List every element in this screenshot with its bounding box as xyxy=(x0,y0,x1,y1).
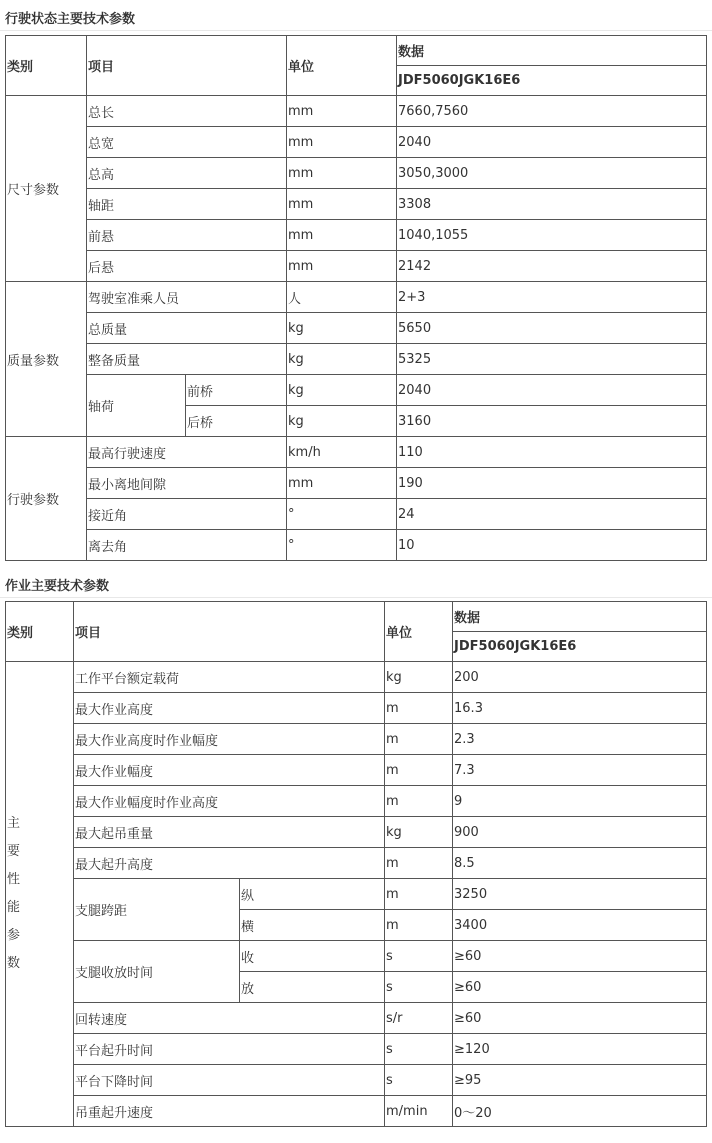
row-unit: kg xyxy=(385,817,453,848)
table-row xyxy=(6,755,707,786)
row-value: 900 xyxy=(453,817,707,848)
row-unit: m xyxy=(385,910,453,941)
row-unit: kg xyxy=(287,313,397,344)
category-char: 数 xyxy=(7,956,21,971)
row-value: 3160 xyxy=(397,406,707,437)
table-header-row xyxy=(6,36,707,66)
category-char: 性 xyxy=(7,872,21,887)
table-row xyxy=(6,1065,707,1096)
table-row xyxy=(6,282,707,313)
row-item: 回转速度 xyxy=(74,1003,385,1034)
row-value: 9 xyxy=(453,786,707,817)
row-unit: kg xyxy=(385,662,453,693)
row-item: 最大作业高度时作业幅度 xyxy=(74,724,385,755)
table-row xyxy=(6,468,707,499)
row-value: 10 xyxy=(397,530,707,561)
row-unit: kg xyxy=(287,344,397,375)
row-subitem: 后桥 xyxy=(186,406,287,437)
row-item: 最高行驶速度 xyxy=(87,437,287,468)
table-row xyxy=(6,1003,707,1034)
row-item: 接近角 xyxy=(87,499,287,530)
row-value: ≥120 xyxy=(453,1034,707,1065)
row-item: 吊重起升速度 xyxy=(74,1096,385,1127)
row-item: 支腿收放时间 xyxy=(74,941,240,1003)
row-value: 3050,3000 xyxy=(397,158,707,189)
table-row xyxy=(6,127,707,158)
header-data: 数据 xyxy=(397,36,707,66)
table-row xyxy=(6,499,707,530)
table-row xyxy=(6,1096,707,1127)
row-item: 驾驶室准乘人员 xyxy=(87,282,287,313)
category-char: 能 xyxy=(7,900,21,915)
row-item: 平台起升时间 xyxy=(74,1034,385,1065)
row-unit: s xyxy=(385,941,453,972)
row-unit: mm xyxy=(287,220,397,251)
row-item: 最大起吊重量 xyxy=(74,817,385,848)
table-row xyxy=(6,96,707,127)
category-char: 要 xyxy=(7,844,21,859)
row-value: 2040 xyxy=(397,375,707,406)
row-unit: m xyxy=(385,755,453,786)
header-unit: 单位 xyxy=(287,36,397,96)
row-value: ≥60 xyxy=(453,972,707,1003)
row-value: 0～20 xyxy=(453,1096,707,1127)
row-unit: s xyxy=(385,972,453,1003)
row-item: 总质量 xyxy=(87,313,287,344)
row-value: 2142 xyxy=(397,251,707,282)
group-drive: 行驶参数 xyxy=(6,437,87,561)
row-value: 5325 xyxy=(397,344,707,375)
row-item: 平台下降时间 xyxy=(74,1065,385,1096)
row-value: 7.3 xyxy=(453,755,707,786)
row-subitem: 前桥 xyxy=(186,375,287,406)
table-row xyxy=(6,879,707,910)
category-char: 主 xyxy=(7,816,21,831)
driving-params-table xyxy=(5,35,707,561)
row-value: 7660,7560 xyxy=(397,96,707,127)
row-unit: m/min xyxy=(385,1096,453,1127)
table-row xyxy=(6,220,707,251)
row-item: 离去角 xyxy=(87,530,287,561)
row-item: 后悬 xyxy=(87,251,287,282)
operation-params-table xyxy=(5,601,707,1127)
table-row xyxy=(6,158,707,189)
row-unit: m xyxy=(385,724,453,755)
row-unit: mm xyxy=(287,251,397,282)
row-item: 前悬 xyxy=(87,220,287,251)
table-row xyxy=(6,437,707,468)
row-unit: m xyxy=(385,786,453,817)
row-value: 8.5 xyxy=(453,848,707,879)
table-row xyxy=(6,941,707,972)
header-data: 数据 xyxy=(453,602,707,632)
row-value: 2040 xyxy=(397,127,707,158)
row-unit: mm xyxy=(287,189,397,220)
table-row xyxy=(6,375,707,406)
row-value: 3400 xyxy=(453,910,707,941)
table-row xyxy=(6,662,707,693)
row-item: 总宽 xyxy=(87,127,287,158)
row-unit: km/h xyxy=(287,437,397,468)
table-row xyxy=(6,189,707,220)
group-main-performance xyxy=(6,662,74,1127)
row-value: ≥95 xyxy=(453,1065,707,1096)
row-value: 1040,1055 xyxy=(397,220,707,251)
row-item: 支腿跨距 xyxy=(74,879,240,941)
row-item: 最大作业幅度 xyxy=(74,755,385,786)
row-item: 最小离地间隙 xyxy=(87,468,287,499)
header-item: 项目 xyxy=(87,36,287,96)
row-unit: m xyxy=(385,879,453,910)
table-row xyxy=(6,693,707,724)
row-unit: s xyxy=(385,1065,453,1096)
header-model: JDF5060JGK16E6 xyxy=(453,632,707,662)
row-value: ≥60 xyxy=(453,941,707,972)
row-item: 最大作业幅度时作业高度 xyxy=(74,786,385,817)
group-mass: 质量参数 xyxy=(6,282,87,437)
row-unit: ° xyxy=(287,499,397,530)
row-unit: kg xyxy=(287,406,397,437)
header-item: 项目 xyxy=(74,602,385,662)
row-unit: mm xyxy=(287,127,397,158)
row-unit: s xyxy=(385,1034,453,1065)
row-value: 190 xyxy=(397,468,707,499)
row-item: 轴距 xyxy=(87,189,287,220)
row-unit: s/r xyxy=(385,1003,453,1034)
row-unit: mm xyxy=(287,158,397,189)
table-header-row xyxy=(6,602,707,632)
table-row xyxy=(6,313,707,344)
row-item: 整备质量 xyxy=(87,344,287,375)
row-unit: 人 xyxy=(287,282,397,313)
row-item: 最大作业高度 xyxy=(74,693,385,724)
row-item: 总高 xyxy=(87,158,287,189)
table-row xyxy=(6,530,707,561)
section-divider xyxy=(0,597,712,598)
row-unit: m xyxy=(385,693,453,724)
row-item: 工作平台额定载荷 xyxy=(74,662,385,693)
row-unit: m xyxy=(385,848,453,879)
row-unit: mm xyxy=(287,468,397,499)
table-row xyxy=(6,786,707,817)
header-category: 类别 xyxy=(6,602,74,662)
table-row xyxy=(6,724,707,755)
header-unit: 单位 xyxy=(385,602,453,662)
row-value: 5650 xyxy=(397,313,707,344)
header-model: JDF5060JGK16E6 xyxy=(397,66,707,96)
table-row xyxy=(6,817,707,848)
section-title-driving-params: 行驶状态主要技术参数 xyxy=(5,12,136,27)
row-subitem: 放 xyxy=(240,972,385,1003)
table-row xyxy=(6,1034,707,1065)
header-category: 类别 xyxy=(6,36,87,96)
row-value: 16.3 xyxy=(453,693,707,724)
row-subitem: 纵 xyxy=(240,879,385,910)
row-subitem: 横 xyxy=(240,910,385,941)
row-unit: ° xyxy=(287,530,397,561)
row-value: 110 xyxy=(397,437,707,468)
row-unit: kg xyxy=(287,375,397,406)
row-value: 24 xyxy=(397,499,707,530)
table-row xyxy=(6,344,707,375)
row-value: 2.3 xyxy=(453,724,707,755)
row-value: 3308 xyxy=(397,189,707,220)
section-title-operation-params: 作业主要技术参数 xyxy=(5,579,110,594)
row-item: 总长 xyxy=(87,96,287,127)
row-subitem: 收 xyxy=(240,941,385,972)
table-row xyxy=(6,251,707,282)
group-size: 尺寸参数 xyxy=(6,96,87,282)
table-row xyxy=(6,848,707,879)
row-value: 3250 xyxy=(453,879,707,910)
row-value: 200 xyxy=(453,662,707,693)
row-item: 轴荷 xyxy=(87,375,186,437)
section-divider xyxy=(0,30,712,31)
row-unit: mm xyxy=(287,96,397,127)
row-value: ≥60 xyxy=(453,1003,707,1034)
row-item: 最大起升高度 xyxy=(74,848,385,879)
category-char: 参 xyxy=(7,928,21,943)
row-value: 2+3 xyxy=(397,282,707,313)
